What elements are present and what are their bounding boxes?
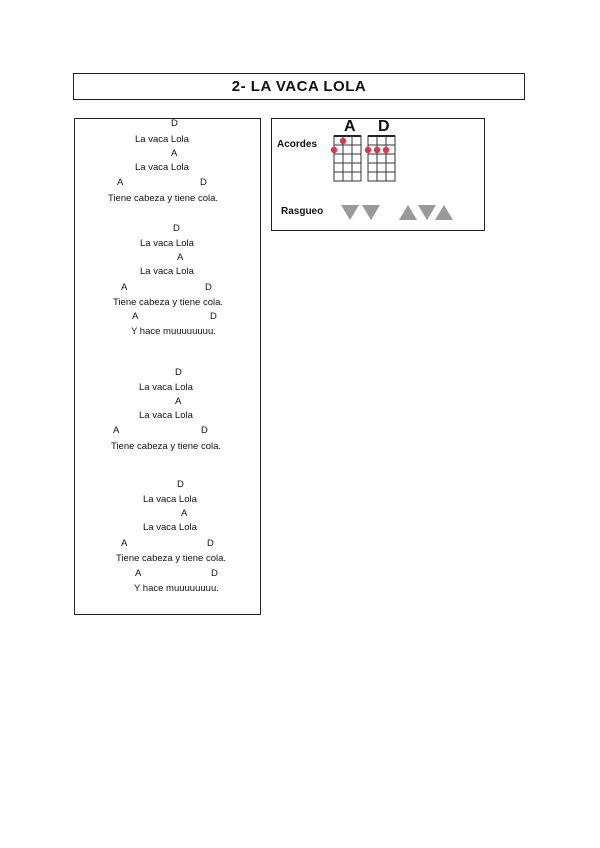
finger-dot <box>365 147 371 153</box>
chord-marker: D <box>171 118 178 129</box>
chord-diagram-d <box>365 136 395 181</box>
lyric-line: La vaca Lola <box>139 410 193 421</box>
lyric-line: Tiene cabeza y tiene cola. <box>108 193 219 204</box>
finger-dot <box>374 147 380 153</box>
chord-marker: D <box>173 223 180 234</box>
chord-marker: D <box>210 311 217 322</box>
finger-dot <box>340 138 346 144</box>
chord-marker: D <box>201 425 208 436</box>
lyric-line: La vaca Lola <box>143 494 197 505</box>
chord-marker: D <box>211 568 218 579</box>
chord-marker: D <box>177 479 184 490</box>
chord-name-a: A <box>344 118 356 135</box>
strum-down-arrow <box>418 205 436 220</box>
lyric-line: Tiene cabeza y tiene cola. <box>111 441 222 452</box>
lyric-line: La vaca Lola <box>139 382 193 393</box>
strum-up-arrow <box>435 205 453 220</box>
lyric-line: Y hace muuuuuuuu. <box>134 583 219 594</box>
lyric-line: Tiene cabeza y tiene cola. <box>113 297 224 308</box>
chord-marker: A <box>121 538 128 549</box>
chord-marker: D <box>175 367 182 378</box>
song-title: 2- LA VACA LOLA <box>73 73 525 100</box>
lyric-line: Tiene cabeza y tiene cola. <box>116 553 227 564</box>
lyric-line: Y hace muuuuuuuu. <box>131 326 216 337</box>
chord-marker: A <box>113 425 120 436</box>
chord-diagram-a <box>331 136 361 181</box>
lyric-line: La vaca Lola <box>143 522 197 533</box>
chord-name-d: D <box>378 118 390 135</box>
lyric-line: La vaca Lola <box>135 162 189 173</box>
lyric-line: La vaca Lola <box>140 266 194 277</box>
finger-dot <box>383 147 389 153</box>
chords-panel <box>271 118 485 231</box>
chord-marker: D <box>207 538 214 549</box>
finger-dot <box>331 147 337 153</box>
chord-marker: D <box>200 177 207 188</box>
strum-up-arrow <box>399 205 417 220</box>
chord-marker: A <box>177 252 184 263</box>
strum-down-arrow <box>362 205 380 220</box>
lyric-line: La vaca Lola <box>140 238 194 249</box>
chord-marker: A <box>117 177 124 188</box>
strum-down-arrow <box>341 205 359 220</box>
chord-marker: A <box>175 396 182 407</box>
chord-marker: A <box>135 568 142 579</box>
lyric-line: La vaca Lola <box>135 134 189 145</box>
chord-marker: D <box>205 282 212 293</box>
strum-pattern <box>341 205 453 220</box>
rasgueo-label: Rasgueo <box>281 206 324 217</box>
chord-marker: A <box>181 508 188 519</box>
acordes-label: Acordes <box>277 139 318 150</box>
chord-marker: A <box>121 282 128 293</box>
chord-marker: A <box>132 311 139 322</box>
chord-marker: A <box>171 148 178 159</box>
